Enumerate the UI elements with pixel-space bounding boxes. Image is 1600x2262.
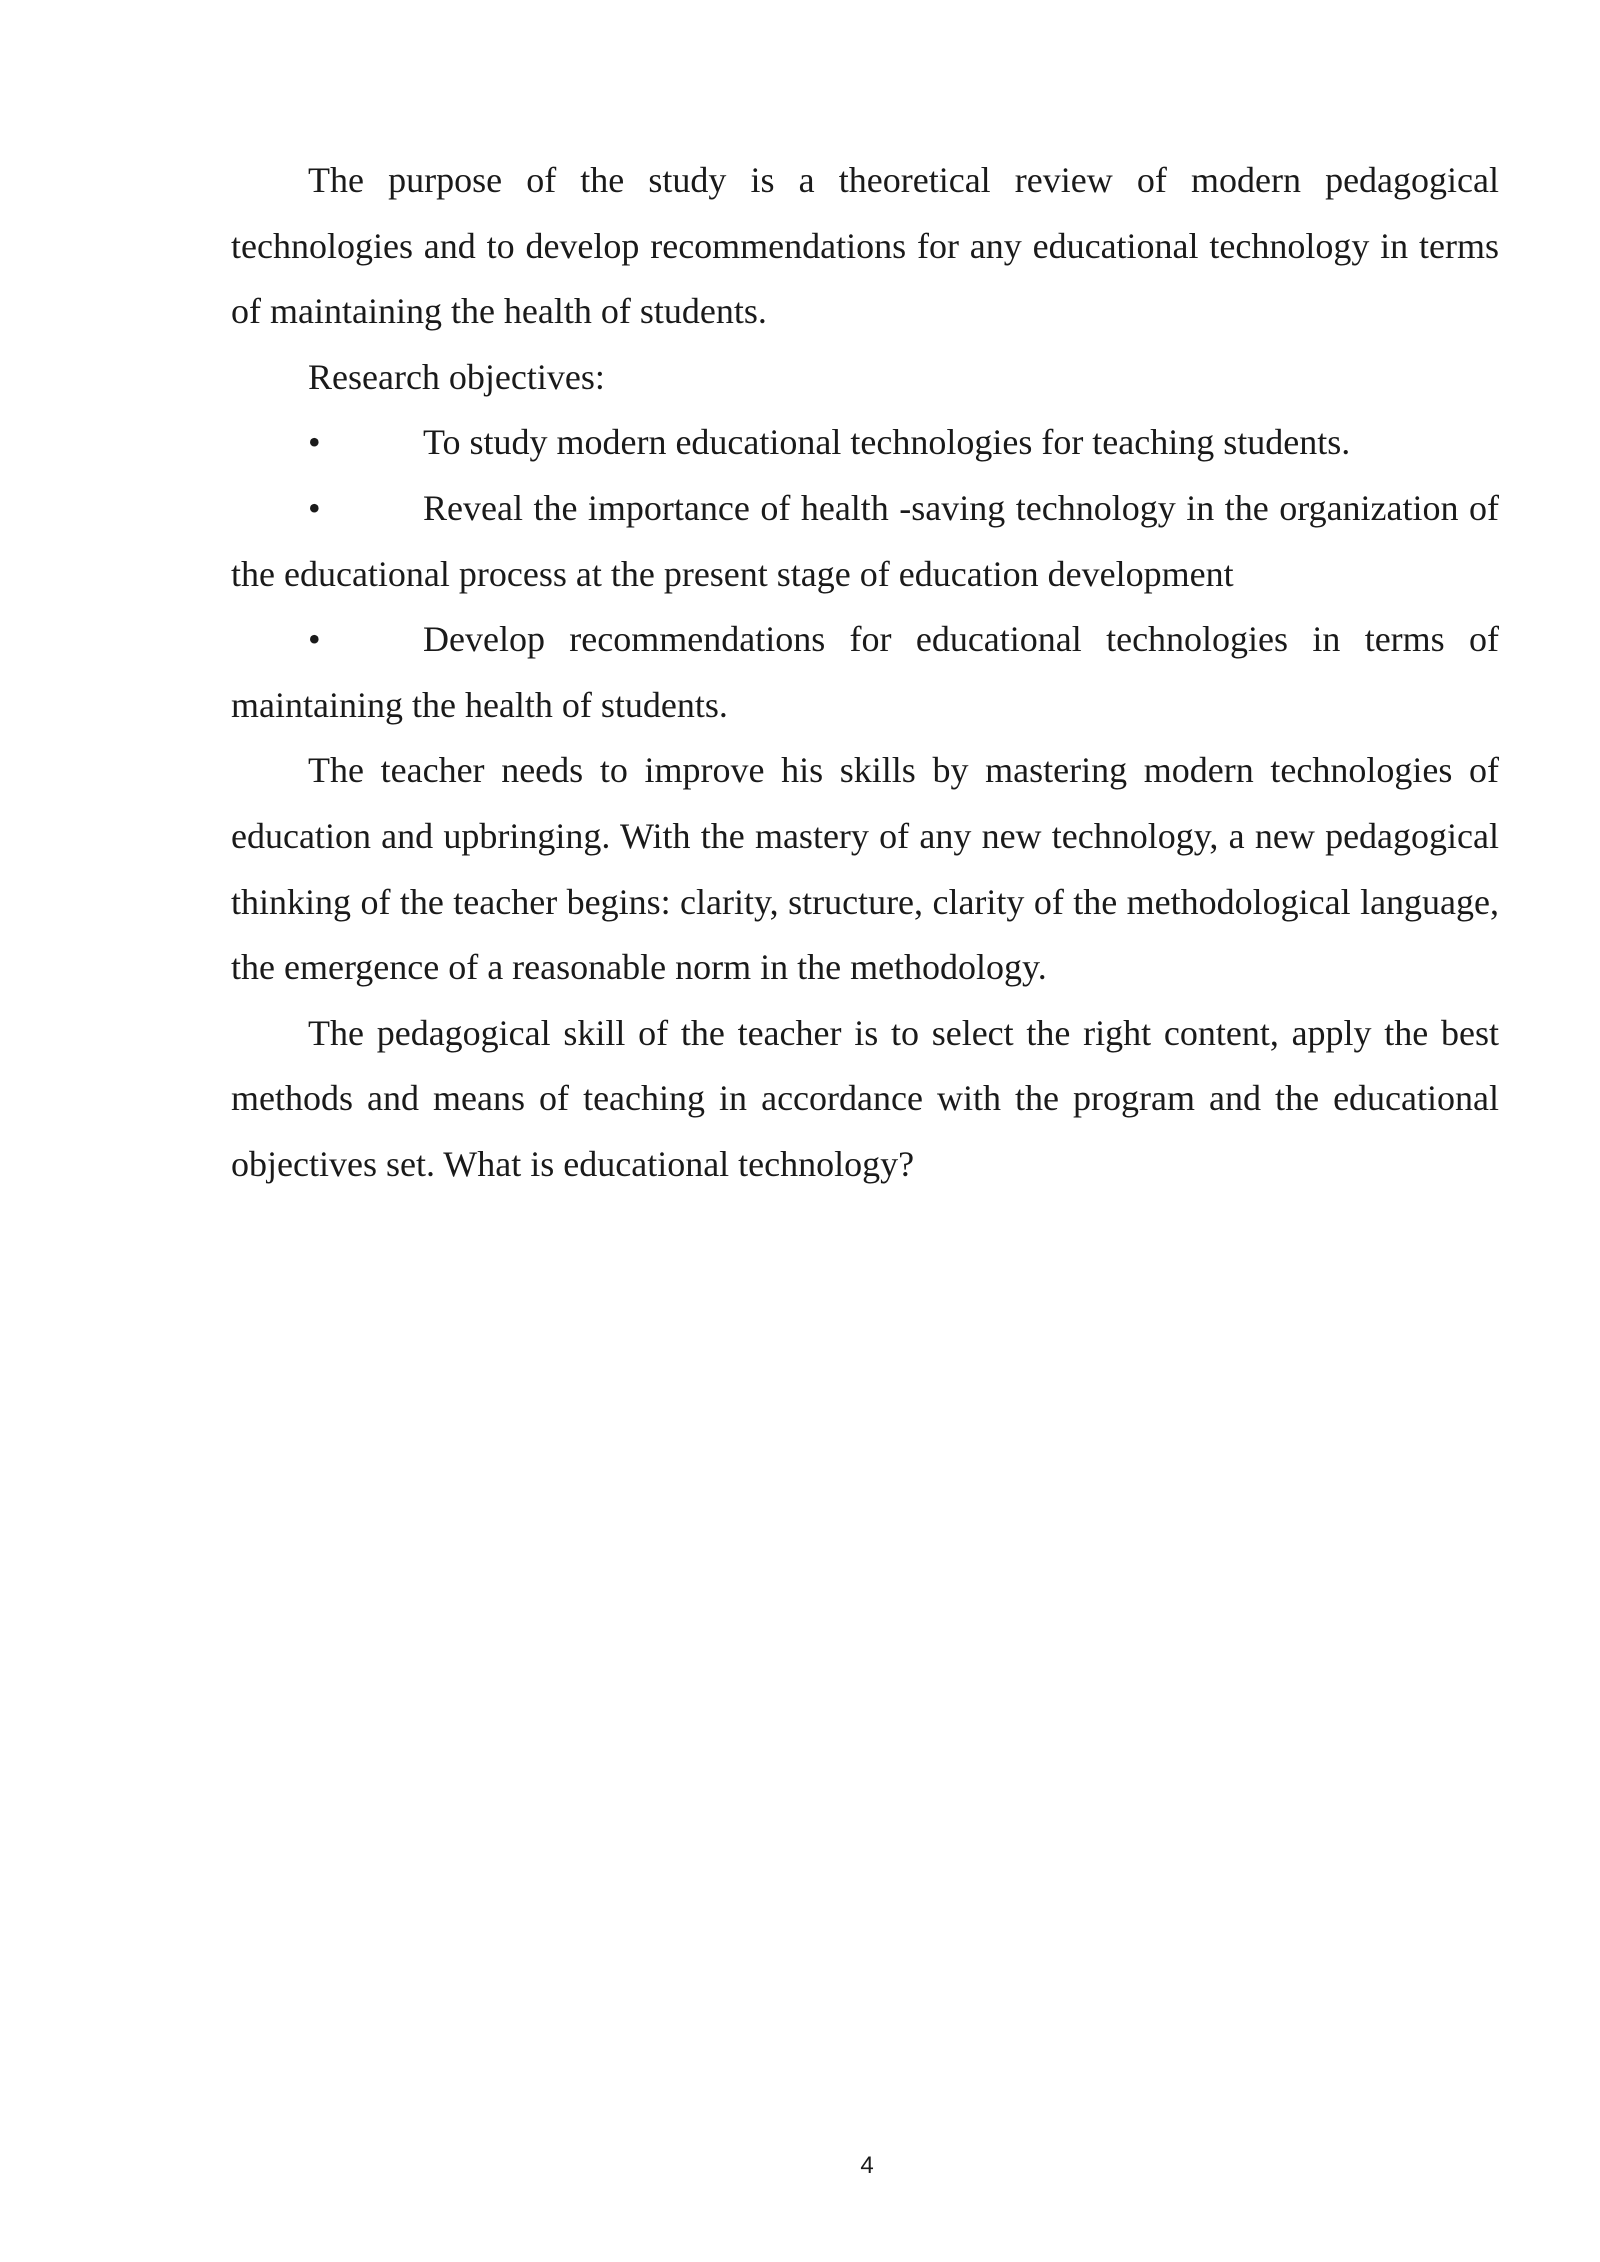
bullet-item-reveal	[231, 476, 1499, 607]
bullet-text: To study modern educational technologies for teaching students.	[423, 422, 1351, 463]
bullet-marker: •	[308, 422, 321, 463]
bullet-text: Reveal the importance of health -saving technology in the organization of the educational process at the present stage of education development	[231, 487, 1499, 594]
paragraph-text: The pedagogical skill of the teacher is to select the right content, apply the best methods and means of teaching in accordance with the program and the educational objectives set. What is educational technology?	[231, 1012, 1499, 1184]
bullet-item-develop	[231, 607, 1499, 738]
bullet-marker: •	[308, 619, 321, 660]
paragraph-text: The teacher needs to improve his skills by mastering modern technologies of education and upbringing. With the mastery of any new technology, a new pedagogical thinking of the teacher begins: clarity, structure, clarity of the methodological language, the emergence of a reasonable norm in the methodology.	[231, 750, 1499, 988]
paragraph-text: The purpose of the study is a theoretical review of modern pedagogical technologies and to develop recommendations for any educational technology in terms of maintaining the health of students.	[231, 160, 1499, 332]
paragraph-text: Research objectives:	[308, 356, 605, 397]
bullet-item-study	[231, 410, 1499, 476]
paragraph-purpose	[231, 148, 1499, 345]
paragraph-objectives-heading	[231, 345, 1499, 411]
paragraph-teacher-skills	[231, 738, 1499, 1000]
paragraph-pedagogical-skill	[231, 1001, 1499, 1198]
bullet-marker: •	[308, 487, 321, 528]
body-text	[231, 148, 1499, 1198]
bullet-text: Develop recommendations for educational technologies in terms of maintaining the health of students.	[231, 619, 1499, 725]
page-number: 4	[860, 2152, 874, 2179]
